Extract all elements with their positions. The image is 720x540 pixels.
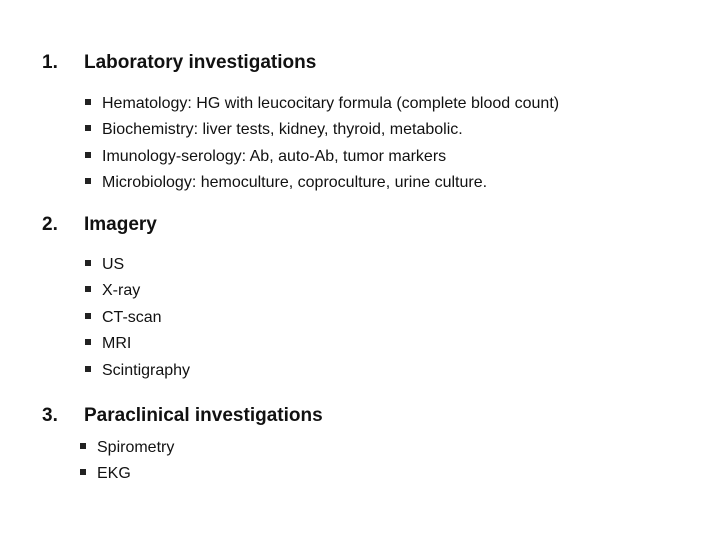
list-item [85, 358, 682, 384]
square-bullet-icon [85, 286, 91, 292]
section-title: Paraclinical investigations [84, 405, 323, 426]
square-bullet-icon [80, 469, 86, 475]
square-bullet-icon [85, 99, 91, 105]
section-number: 1. [42, 52, 58, 73]
list-item-text: Imunology-serology: Ab, auto-Ab, tumor markers [102, 147, 447, 165]
bullet-list [80, 435, 682, 488]
list-item [85, 278, 682, 304]
list-item-text: US [102, 256, 125, 273]
section-number: 2. [42, 214, 58, 235]
list-item-text: X-ray [102, 282, 141, 300]
list-item [85, 117, 682, 143]
list-item [85, 91, 682, 117]
list-item-text: EKG [97, 465, 131, 483]
list-item-text: Hematology: HG with leucocitary formula (complete blood count) [102, 95, 560, 112]
list-item [80, 461, 682, 487]
bullet-list [85, 252, 682, 384]
bullet-list [85, 91, 682, 197]
square-bullet-icon [85, 125, 91, 131]
list-item-text: Biochemistry: liver tests, kidney, thyroid, metabolic. [102, 121, 463, 139]
list-item [80, 435, 682, 461]
square-bullet-icon [85, 260, 91, 266]
list-item [85, 144, 682, 170]
square-bullet-icon [85, 178, 91, 184]
list-item-text: MRI [102, 335, 132, 353]
list-item [85, 252, 682, 278]
list-item-text: CT-scan [102, 308, 162, 326]
square-bullet-icon [80, 443, 86, 449]
section-paraclinical-investigations [42, 404, 682, 488]
list-item [85, 170, 682, 196]
section-imagery [42, 213, 682, 384]
section-title: Laboratory investigations [84, 52, 317, 73]
section-heading [42, 51, 682, 75]
square-bullet-icon [85, 339, 91, 345]
section-laboratory-investigations [42, 51, 682, 197]
list-item-text: Microbiology: hemoculture, coproculture, urine culture. [102, 174, 488, 192]
square-bullet-icon [85, 366, 91, 372]
section-number: 3. [42, 405, 58, 426]
list-item-text: Scintigraphy [102, 361, 191, 379]
list-item [85, 331, 682, 357]
square-bullet-icon [85, 152, 91, 158]
list-item-text: Spirometry [97, 439, 175, 456]
section-heading [42, 404, 682, 428]
section-title: Imagery [84, 214, 157, 235]
section-heading [42, 213, 682, 237]
square-bullet-icon [85, 313, 91, 319]
list-item [85, 305, 682, 331]
